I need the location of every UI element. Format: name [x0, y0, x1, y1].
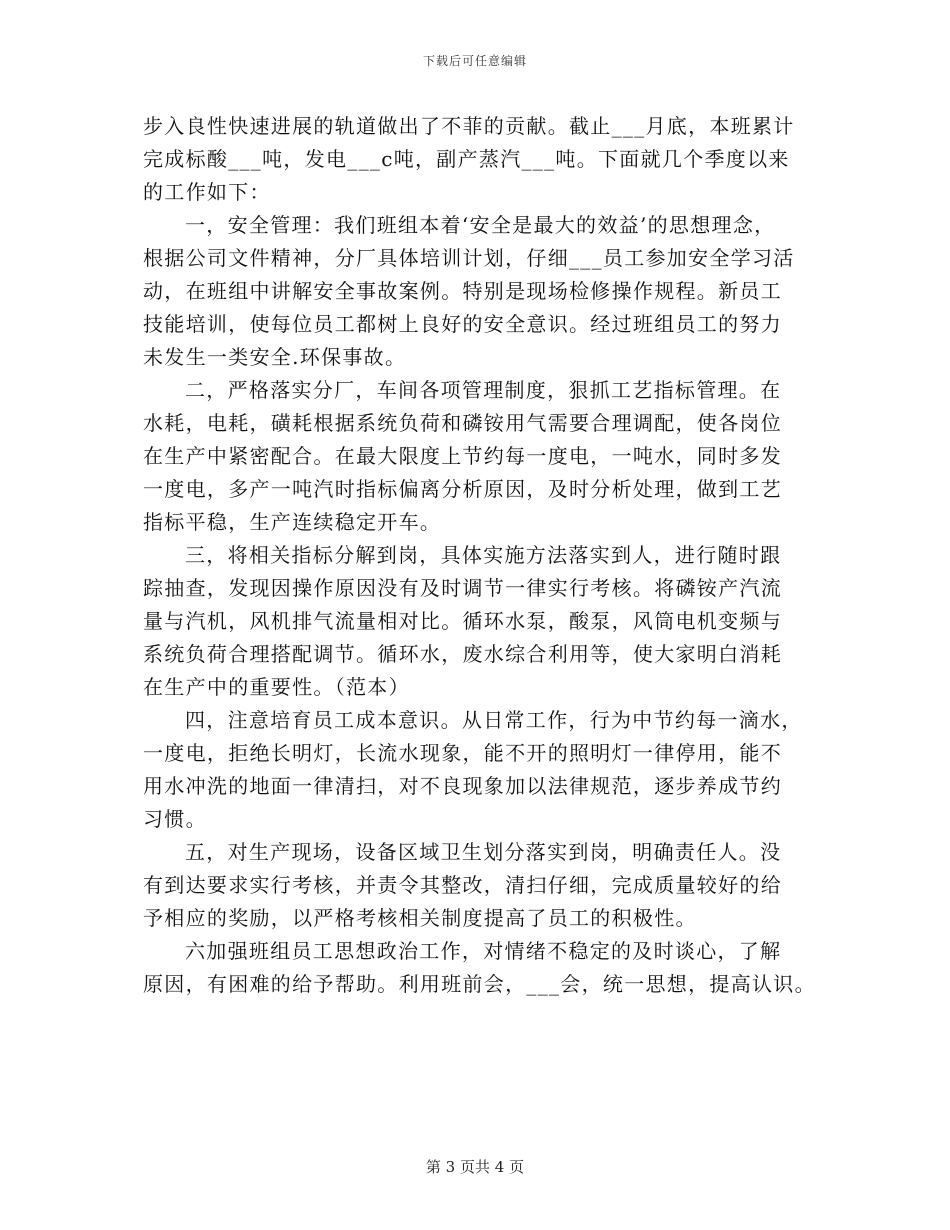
page-number: 第 3 页共 4 页 — [425, 1158, 525, 1176]
paragraph-line: 指标平稳，生产连续稳定开车。 — [143, 510, 442, 534]
paragraph-line: 根据公司文件精神，分厂具体培训计划，仔细___员工参加安全学习活 — [143, 246, 795, 270]
paragraph-line: 习惯。 — [143, 807, 207, 831]
paragraph-line: 二，严格落实分厂，车间各项管理制度，狠抓工艺指标管理。在 — [185, 378, 782, 402]
paragraph-line: 动，在班组中讲解安全事故案例。特别是现场检修操作规程。新员工 — [143, 279, 782, 303]
paragraph-line: 踪抽查，发现因操作原因没有及时调节一律实行考核。将磷铵产汽流 — [143, 576, 782, 600]
paragraph-line: 用水冲洗的地面一律清扫，对不良现象加以法律规范，逐步养成节约 — [143, 774, 782, 798]
paragraph-line: 予相应的奖励，以严格考核相关制度提高了员工的积极性。 — [143, 906, 697, 930]
paragraph-line: 步入良性快速进展的轨道做出了不菲的贡献。截止___月底，本班累计 — [143, 114, 795, 138]
paragraph-line: 水耗，电耗，磺耗根据系统负荷和磷铵用气需要合理调配，使各岗位 — [143, 411, 782, 435]
paragraph-line: 五，对生产现场，设备区域卫生划分落实到岗，明确责任人。没 — [185, 840, 782, 864]
paragraph-line: 有到达要求实行考核，并责令其整改，清扫仔细，完成质量较好的给 — [143, 873, 782, 897]
paragraph-line: 的工作如下： — [143, 180, 271, 204]
page-header: 下载后可任意编辑 — [422, 54, 527, 68]
paragraph-line: 技能培训，使每位员工都树上良好的安全意识。经过班组员工的努力 — [143, 312, 782, 336]
paragraph-line: 原因，有困难的给予帮助。利用班前会，___会，统一思想，提高认识。 — [143, 972, 816, 996]
paragraph-line: 一，安全管理：我们班组本着‘安全是最大的效益’的思想理念， — [185, 213, 776, 237]
paragraph-line: 量与汽机，风机排气流量相对比。循环水泵，酸泵，风筒电机变频与 — [143, 609, 782, 633]
paragraph-line: 在生产中紧密配合。在最大限度上节约每一度电，一吨水，同时多发 — [143, 444, 782, 468]
paragraph-line: 四，注意培育员工成本意识。从日常工作，行为中节约每一滴水， — [185, 708, 803, 732]
paragraph-line: 六加强班组员工思想政治工作，对情绪不稳定的及时谈心，了解 — [185, 939, 782, 963]
paragraph-line: 一度电，拒绝长明灯，长流水现象，能不开的照明灯一律停用，能不 — [143, 741, 782, 765]
paragraph-line: 在生产中的重要性。（范本） — [143, 675, 410, 699]
paragraph-line: 一度电，多产一吨汽时指标偏离分析原因，及时分析处理，做到工艺 — [143, 477, 782, 501]
paragraph-line: 未发生一类安全.环保事故。 — [143, 345, 407, 369]
document-body — [143, 110, 823, 1001]
paragraph-line: 三，将相关指标分解到岗，具体实施方法落实到人，进行随时跟 — [185, 543, 782, 567]
paragraph-line: 完成标酸___吨，发电___c吨，副产蒸汽___吨。下面就几个季度以来 — [143, 147, 790, 171]
paragraph-line: 系统负荷合理搭配调节。循环水，废水综合利用等，使大家明白消耗 — [143, 642, 782, 666]
